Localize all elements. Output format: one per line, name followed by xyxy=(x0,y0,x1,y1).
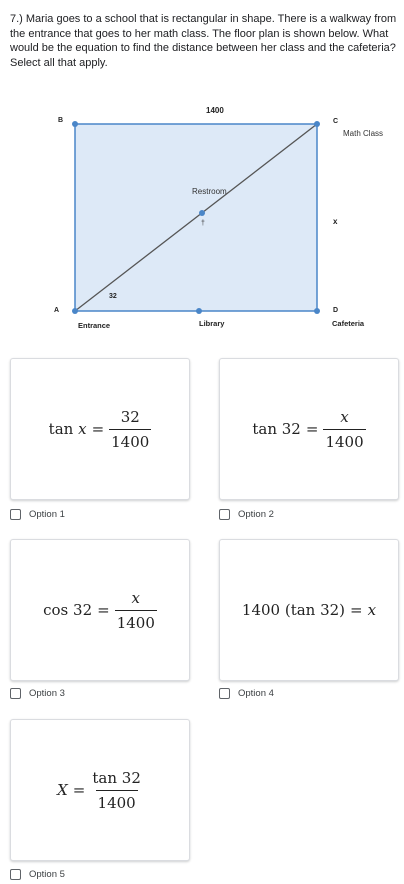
option-1-card[interactable] xyxy=(10,358,190,500)
checkbox-icon[interactable] xyxy=(10,509,21,520)
option-1-lhs-var: x xyxy=(78,420,87,438)
option-4-equals: = xyxy=(350,601,363,619)
option-1-fraction xyxy=(109,408,151,451)
option-2-equals: = xyxy=(305,420,319,438)
angle-label: 32 xyxy=(109,293,117,300)
option-5-label: Option 5 xyxy=(29,869,65,880)
library-dot xyxy=(196,308,202,314)
point-a-label: A xyxy=(54,307,60,314)
option-3-equals: = xyxy=(97,601,110,619)
top-length-label: 1400 xyxy=(206,106,224,115)
point-d-label: D xyxy=(333,307,339,314)
point-c-label: C xyxy=(333,118,339,125)
option-4-equation xyxy=(242,601,376,619)
option-3-card[interactable] xyxy=(10,539,190,681)
point-c-dot xyxy=(314,121,320,127)
option-1-lhs: tan xyxy=(48,420,74,438)
option-1-equals: = xyxy=(91,420,105,438)
point-a-dot xyxy=(72,308,78,314)
math-class-label: Math Class xyxy=(343,129,384,138)
checkbox-icon[interactable] xyxy=(10,869,21,880)
option-3-numerator: x xyxy=(131,588,141,607)
option-3-checkbox[interactable] xyxy=(10,688,65,699)
restroom-point-label: † xyxy=(201,220,205,227)
option-2-numerator: x xyxy=(340,407,349,426)
question-text: 7.) Maria goes to a school that is rectangular in shape. There is a walkway from the entrance that goes to her math class. The floor plan is shown below. What would be the equation to find the distance between her class and the cafeteria? Select all that apply. xyxy=(10,13,397,69)
option-3-denominator: 1400 xyxy=(115,610,157,632)
option-4-checkbox[interactable] xyxy=(219,688,274,699)
restroom-label: Restroom xyxy=(192,187,227,196)
option-5-numerator: tan 32 xyxy=(92,768,141,787)
checkbox-icon[interactable] xyxy=(219,509,230,520)
option-5-equals: = xyxy=(72,781,86,799)
option-4-expression: 1400 (tan 32) xyxy=(241,601,346,619)
option-5-card[interactable] xyxy=(10,719,190,861)
restroom-dot xyxy=(199,210,205,216)
point-b-dot xyxy=(72,121,78,127)
side-length-label: x xyxy=(333,217,338,226)
option-4-rhs-var: x xyxy=(367,601,377,619)
option-2-checkbox[interactable] xyxy=(219,509,274,520)
entrance-label: Entrance xyxy=(78,321,111,330)
option-1-equation xyxy=(49,408,152,451)
option-3-fraction xyxy=(115,589,157,632)
point-b-label: B xyxy=(58,117,64,124)
option-3-lhs: cos 32 xyxy=(43,601,93,619)
option-3-label: Option 3 xyxy=(29,688,65,699)
option-1-checkbox[interactable] xyxy=(10,509,65,520)
option-2-equation xyxy=(252,408,365,451)
point-d-dot xyxy=(314,308,320,314)
option-4-label: Option 4 xyxy=(238,688,274,699)
option-2-denominator: 1400 xyxy=(323,429,365,451)
option-1-label: Option 1 xyxy=(29,509,65,520)
floor-plan-diagram xyxy=(0,98,404,348)
option-5-checkbox[interactable] xyxy=(10,869,65,880)
option-2-lhs: tan 32 xyxy=(252,420,301,438)
option-2-label: Option 2 xyxy=(238,509,274,520)
option-5-denominator: 1400 xyxy=(96,790,138,812)
option-5-fraction xyxy=(90,769,143,812)
checkbox-icon[interactable] xyxy=(10,688,21,699)
option-2-fraction xyxy=(323,408,365,451)
option-3-equation xyxy=(43,589,157,632)
checkbox-icon[interactable] xyxy=(219,688,230,699)
option-1-numerator: 32 xyxy=(120,407,140,426)
option-4-card[interactable] xyxy=(219,539,399,681)
option-5-equation xyxy=(57,769,143,812)
cafeteria-label: Cafeteria xyxy=(332,319,365,328)
option-2-card[interactable] xyxy=(219,358,399,500)
option-5-lhs-var: X xyxy=(57,781,68,799)
library-label: Library xyxy=(199,319,225,328)
option-1-denominator: 1400 xyxy=(109,429,151,451)
